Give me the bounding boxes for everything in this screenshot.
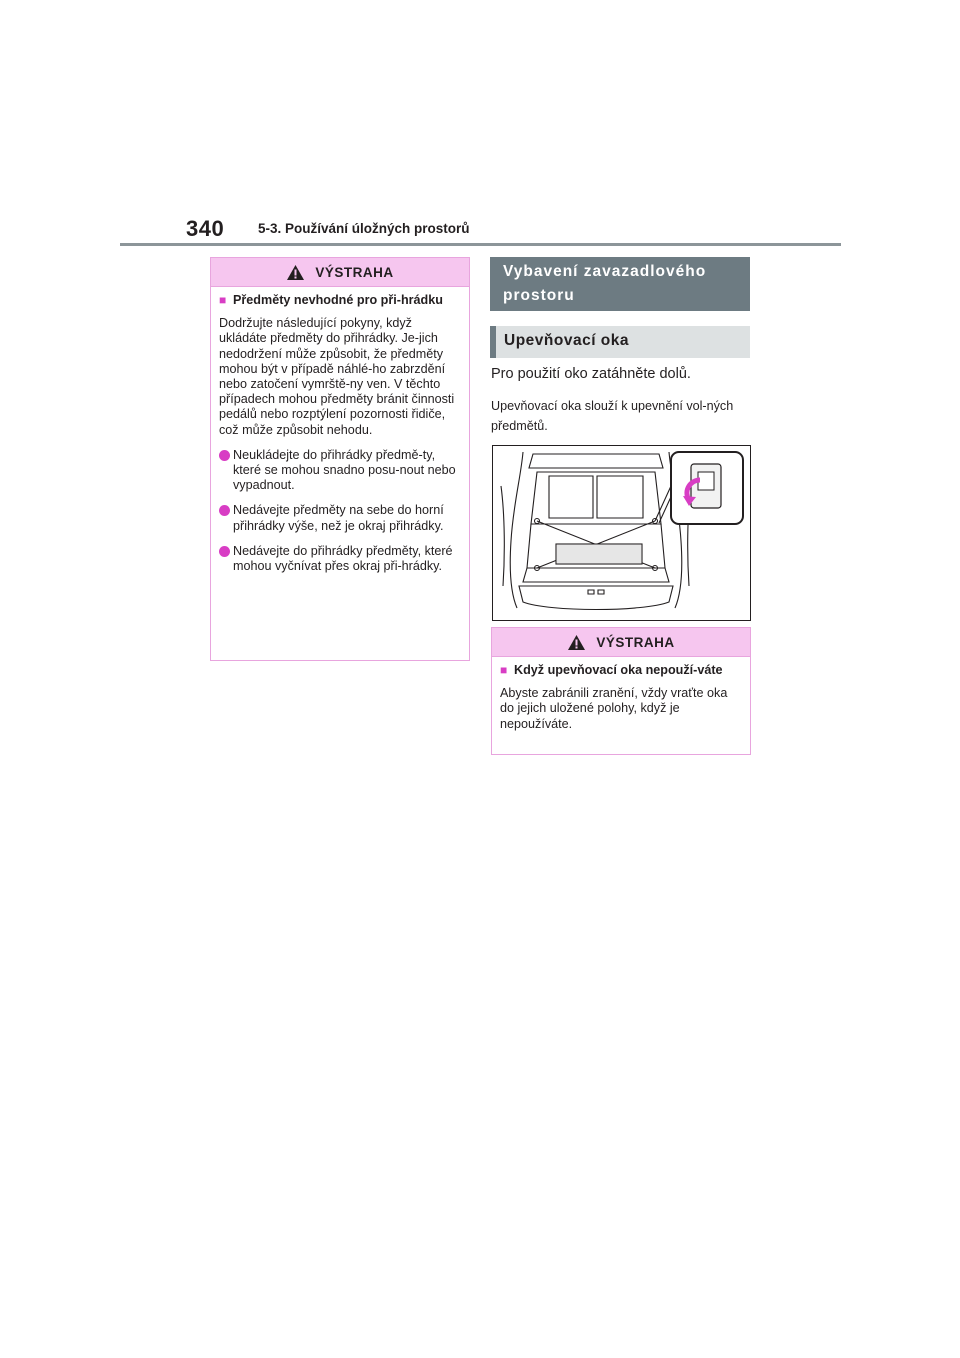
instruction-text: Pro použití oko zatáhněte dolů. xyxy=(491,366,691,382)
warning-paragraph: Abyste zabránili zranění, vždy vraťte oka do jejich uložené polohy, když je nepoužíváte. xyxy=(500,686,728,731)
section-title: Vybavení zavazadlového prostoru xyxy=(490,257,750,311)
warning-heading-text: Předměty nevhodné pro při-hrádku xyxy=(233,293,443,307)
description-text: Upevňovací oka slouží k upevnění vol-ných předmětů. xyxy=(491,399,734,433)
warning-triangle-icon xyxy=(286,264,305,281)
warning-box-storage xyxy=(210,257,470,661)
header-rule xyxy=(120,243,841,246)
warning-paragraph: Dodržujte následující pokyny, když ukládáte předměty do přihrádky. Je-jich nedodržení může způsobit, že předměty mohou být v případě náhlé-ho zabrzdění nebo zatočení vymrště-ny ven. V těchto případech mohou předměty bránit činnosti pedálů nebo rozptýlení pozornosti řidiče, což může způsobit nehodu. xyxy=(219,316,455,437)
warning-bullet-text: Neukládejte do přihrádky předmě-ty, které se mohou snadno posu-nout nebo vypadnout. xyxy=(233,447,456,493)
square-bullet-icon: ■ xyxy=(219,293,227,307)
warning-bullet xyxy=(219,503,461,533)
circle-bullet-icon xyxy=(219,450,230,461)
warning-bullet-text: Nedávejte do přihrádky předměty, které mohou vyčnívat přes okraj při-hrádky. xyxy=(233,543,453,574)
warning-triangle-icon xyxy=(567,634,586,651)
chapter-title: 5-3. Používání úložných prostorů xyxy=(258,221,470,236)
warning-box-hooks xyxy=(491,627,751,755)
tie-down-hooks-illustration xyxy=(492,445,751,621)
warning-heading xyxy=(219,293,461,308)
square-bullet-icon: ■ xyxy=(500,663,508,677)
circle-bullet-icon xyxy=(219,546,230,557)
warning-header xyxy=(211,258,469,287)
subsection-title: Upevňovací oka xyxy=(490,326,750,358)
warning-body xyxy=(211,287,469,582)
warning-bullet xyxy=(219,544,461,574)
warning-header xyxy=(492,628,750,657)
warning-label: VÝSTRAHA xyxy=(596,634,675,650)
warning-body xyxy=(492,657,750,740)
warning-heading xyxy=(500,663,742,678)
warning-label: VÝSTRAHA xyxy=(315,264,394,280)
warning-bullet-text: Nedávejte předměty na sebe do horní přihrádky výše, než je okraj přihrádky. xyxy=(233,503,444,533)
page-number: 340 xyxy=(186,216,225,241)
circle-bullet-icon xyxy=(219,505,230,516)
warning-bullet xyxy=(219,448,461,494)
warning-heading-text: Když upevňovací oka nepouží-váte xyxy=(514,663,723,677)
cargo-area-drawing xyxy=(493,446,750,620)
